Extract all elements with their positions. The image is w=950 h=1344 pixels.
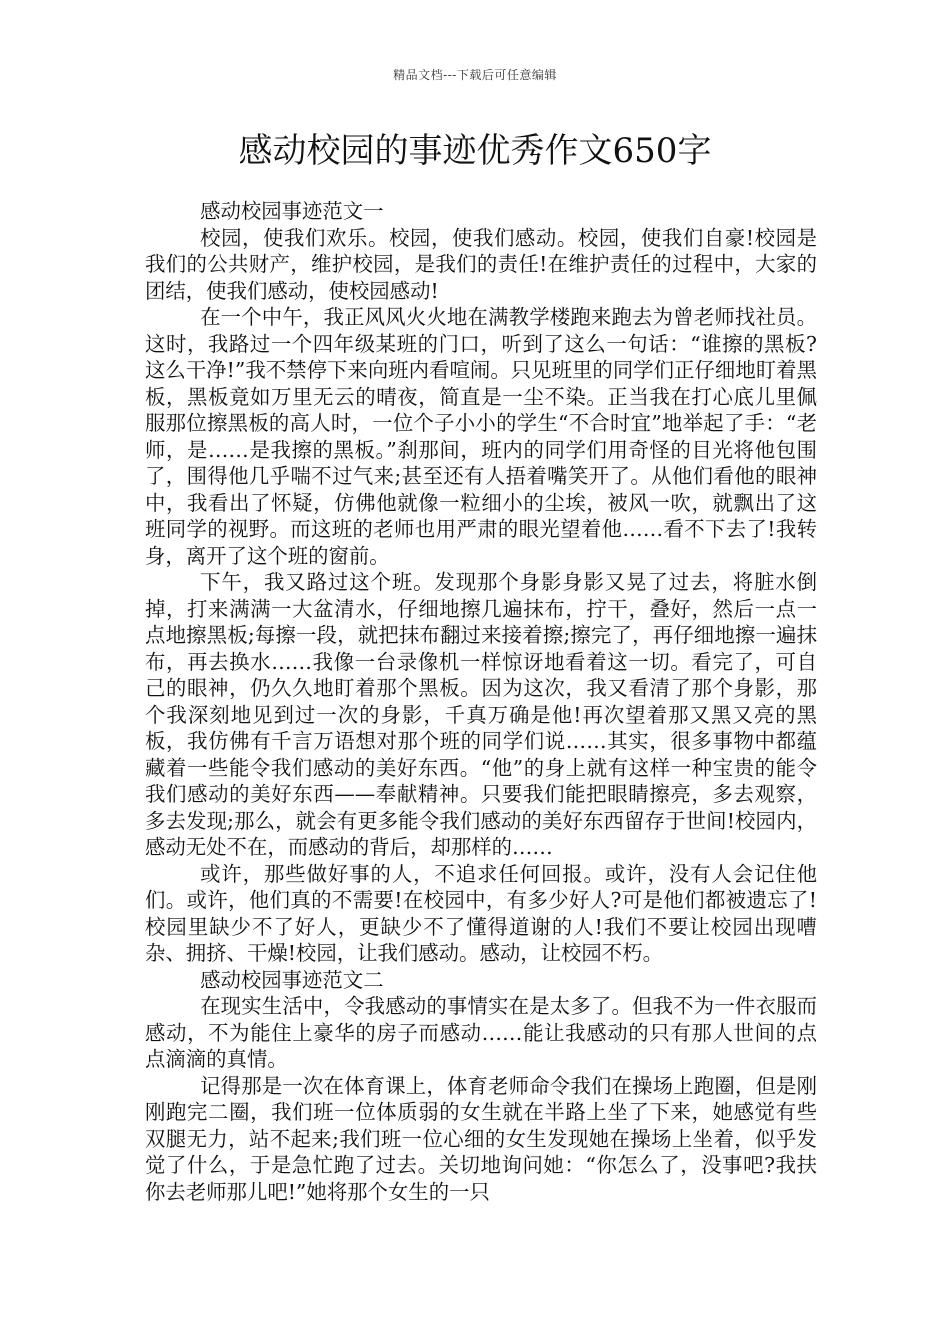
paragraph: 在一个中午，我正风风火火地在满教学楼跑来跑去为曾老师找社员。这时，我路过一个四年级某班的门口，听到了这么一句话：“谁擦的黑板?这么干净!”我不禁停下来向班内看喧闹。只见班里的同学们正仔细地盯着黑板，黑板竟如万里无云的晴夜，简直是一尘不染。正当我在打心底儿里佩服那位擦黑板的高人时，一位个子小小的学生“不合时宜”地举起了手：“老师，是……是我擦的黑板。”刹那间，班内的同学们用奇怪的目光将他包围了，围得他几乎喘不过气来;甚至还有人捂着嘴笑开了。从他们看他的眼神中，我看出了怀疑，仿佛他就像一粒细小的尘埃，被风一吹，就飘出了这班同学的视野。而这班的老师也用严肃的眼光望着他……看不下去了!我转身，离开了这个班的窗前。 <box>145 305 817 568</box>
paragraph: 记得那是一次在体育课上，体育老师命令我们在操场上跑圈，但是刚刚跑完二圈，我们班一位体质弱的女生就在半路上坐了下来，她感觉有些双腿无力，站不起来;我们班一位心细的女生发现她在操场上坐着，似乎发觉了什么，于是急忙跑了过去。关切地询问她：“你怎么了，没事吧?我扶你去老师那儿吧!”她将那个女生的一只 <box>145 1073 817 1204</box>
paragraph: 在现实生活中，令我感动的事情实在是太多了。但我不为一件衣服而感动，不为能住上豪华的房子而感动……能让我感动的只有那人世间的点点滴滴的真情。 <box>145 994 817 1071</box>
document-title: 感动校园的事迹优秀作文650字 <box>238 131 712 171</box>
paragraph: 校园，使我们欢乐。校园，使我们感动。校园，使我们自豪!校园是我们的公共财产，维护校园，是我们的责任!在维护责任的过程中，大家的团结，使我们感动，使校园感动! <box>145 225 817 303</box>
section-heading-1: 感动校园事迹范文一 <box>200 199 384 223</box>
paragraph: 或许，那些做好事的人，不追求任何回报。或许，没有人会记住他们。或许，他们真的不需要!在校园中，有多少好人?可是他们都被遗忘了!校园里缺少不了好人，更缺少不了懂得道谢的人!我们不要让校园出现嘈杂、拥挤、干燥!校园，让我们感动。感动，让校园不朽。 <box>145 861 817 965</box>
paragraph: 下午，我又路过这个班。发现那个身影身影又晃了过去，将脏水倒掉，打来满满一大盆清水，仔细地擦几遍抹布，拧干，叠好，然后一点一点地擦黑板;每擦一段，就把抹布翻过来接着擦;擦完了，再仔细地擦一遍抹布，再去换水……我像一台录像机一样惊讶地看着这一切。看完了，可自己的眼神，仍久久地盯着那个黑板。因为这次，我又看清了那个身影，那个我深刻地见到过一次的身影，千真万确是他!再次望着那又黑又亮的黑板，我仿佛有千言万语想对那个班的同学们说……其实，很多事物中都蕴藏着一些能令我们感动的美好东西。“他”的身上就有这样一种宝贵的能令我们感动的美好东西——奉献精神。只要我们能把眼睛擦亮，多去观察，多去发现;那么，就会有更多能令我们感动的美好东西留存于世间!校园内，感动无处不在，而感动的背后，却那样的…… <box>145 570 817 859</box>
header-note: 精品文档---下载后可任意编辑 <box>393 68 557 82</box>
document-body <box>145 198 817 1205</box>
section-heading-2: 感动校园事迹范文二 <box>200 967 384 992</box>
